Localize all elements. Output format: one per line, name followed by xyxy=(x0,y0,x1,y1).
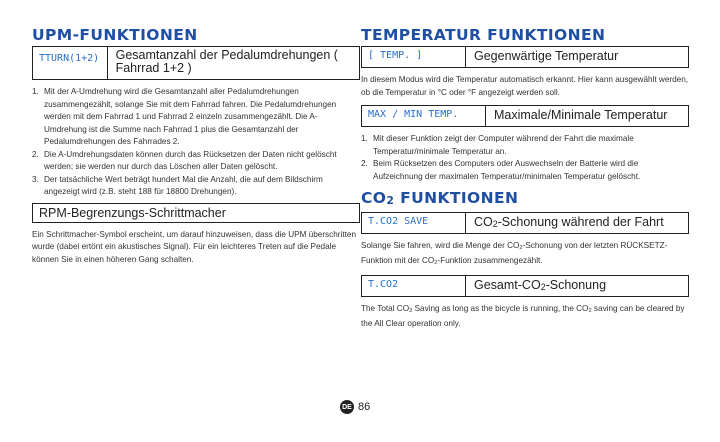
rpm-box: RPM-Begrenzungs-Schrittmacher xyxy=(32,203,360,223)
temp-intro: In diesem Modus wird die Temperatur automatisch erkannt. Hier kann ausgewählt werden, ob die Temperatur in °C oder °F angezeigt werden soll. xyxy=(361,75,689,97)
co2-title: CO2 FUNKTIONEN xyxy=(361,189,519,207)
temp-code: [ TEMP. ] xyxy=(362,47,466,67)
co2-save-code: T.CO2 SAVE xyxy=(362,213,466,233)
page-number: 86 xyxy=(358,401,371,413)
co2-save-box xyxy=(361,212,689,234)
co2-total-desc: Gesamt-CO2-Schonung xyxy=(474,278,607,292)
temp-maxmin-code: MAX / MIN TEMP. xyxy=(362,106,486,126)
temp-list xyxy=(361,133,689,183)
upm-desc: Gesamtanzahl der Pedalumdrehungen ( Fahrrad 1+2 ) xyxy=(115,48,338,75)
co2-save-desc: CO2-Schonung während der Fahrt xyxy=(474,215,664,229)
list-item: 1. Mit dieser Funktion zeigt der Computer während der Fahrt die maximale Temperatur/minimale Temperatur an. xyxy=(361,134,634,156)
co2-total-code: T.CO2 xyxy=(362,276,466,296)
language-badge: DE xyxy=(340,400,354,414)
temp-section xyxy=(361,26,689,330)
list-item: 2. Die A-Umdrehungsdaten können durch das Rücksetzen der Daten nicht gelöscht werden; sie werden nur durch das Löschen aller Daten gelöscht. xyxy=(32,149,337,171)
page-footer xyxy=(340,400,370,414)
list-item: 2. Beim Rücksetzen des Computers oder Auswechseln der Batterie wird die Aufzeichnung der maximalen Temperatur/minimalen Temperatur gelöscht. xyxy=(361,159,641,181)
temp-title: TEMPERATUR FUNKTIONEN xyxy=(361,26,606,44)
list-item: 1. Mit der A-Umdrehung wird die Gesamtanzahl aller Pedalumdrehungen zusammengezählt, solange Sie mit dem Fahrrad fahren. Die Pedalumdrehungen werden mit dem Fahrrad 1 und Fahrrad 2 einzeln zusammengezählt. Die A-Umdrehung ist die Summe nach Fahrrad 1 plus die Gesamtanzahl der Pedalumdrehungen des Fahrrades 2. xyxy=(32,87,337,146)
list-item: 3. Der tatsächliche Wert beträgt hundert Mal die Anzahl, die auf dem Bildschirm angezeigt wird (z.B. steht 188 für 18800 Drehungen). xyxy=(32,174,323,196)
upm-section xyxy=(32,26,360,266)
temp-maxmin-box xyxy=(361,105,689,127)
upm-header-box xyxy=(32,46,360,80)
temp-desc: Gegenwärtige Temperatur xyxy=(474,49,619,63)
co2-total-text: The Total CO2 Saving as long as the bicycle is running, the CO2 saving can be cleared by the All Clear operation only. xyxy=(361,304,685,328)
upm-list xyxy=(32,86,360,199)
temp-header-box xyxy=(361,46,689,68)
temp-maxmin-desc: Maximale/Minimale Temperatur xyxy=(494,108,668,122)
co2-save-text: Solange Sie fahren, wird die Menge der CO2-Schonung von der letzten RÜCKSETZ-Funktion mit der CO2-Funktion zusammengezählt. xyxy=(361,241,668,266)
upm-code: TTURN(1+2) xyxy=(33,47,108,79)
upm-title: UPM-FUNKTIONEN xyxy=(32,26,198,44)
rpm-text: Ein Schrittmacher-Symbol erscheint, um darauf hinzuweisen, dass die UPM überschritten wurde (dabei ertönt ein akustisches Signal). Für ein leichteres Treten auf die Pedale können Sie in einen höheren Gang schalten. xyxy=(32,229,357,264)
co2-total-box xyxy=(361,275,689,297)
